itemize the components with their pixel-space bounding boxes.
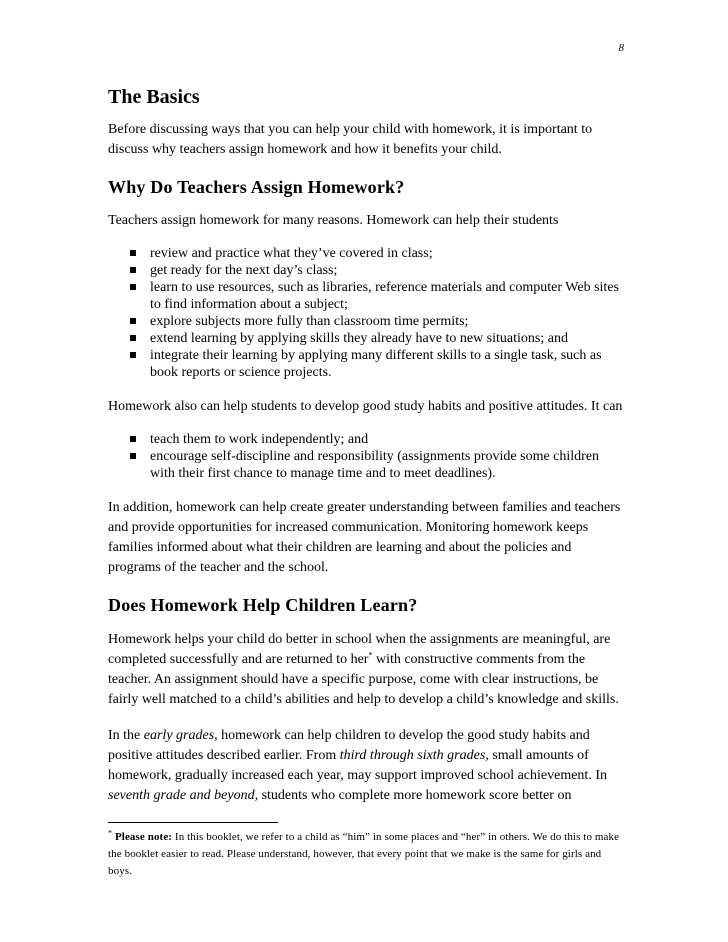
habits-list [108, 431, 624, 482]
emphasis-third-sixth-grades: third through sixth grades, [339, 747, 489, 763]
section-title: The Basics [108, 86, 200, 108]
paragraph-text: with constructive comments from the teacher. An assignment should have a specific purpose, come with clear instructions, be fairly well matched to a child’s abilities and help to develop a child’s knowledge and skills. [108, 651, 619, 707]
footnote-text: In this booklet, we refer to a child as “him” in some places and “her” in others. We do this to make the booklet easier to read. Please understand, however, that every point that we make is the same for girls and boys. [108, 830, 620, 877]
list-item [130, 448, 624, 482]
why-assign-heading: Why Do Teachers Assign Homework? [108, 177, 405, 197]
list-item-text: encourage self-discipline and responsibility (assignments provide some children with their first chance to manage time and to meet deadlines). [150, 449, 600, 482]
list-item-text: extend learning by applying skills they already have to new situations; and [150, 331, 568, 347]
footnote [108, 829, 624, 880]
list-item [130, 313, 624, 330]
square-bullet-icon [130, 318, 136, 324]
square-bullet-icon [130, 250, 136, 256]
footnote-label: Please note: [114, 830, 173, 843]
square-bullet-icon [130, 335, 136, 341]
help-learn-heading: Does Homework Help Children Learn? [108, 595, 418, 616]
list-item-text: get ready for the next day’s class; [150, 263, 338, 279]
grade-levels-paragraph [108, 726, 624, 806]
list-item [130, 347, 624, 381]
paragraph-text: small amounts of homework, gradually increased each year, may support improved school achievement. In [108, 747, 607, 783]
list-item-text: learn to use resources, such as libraries, reference materials and computer Web sites to find information about a subject; [150, 280, 619, 313]
square-bullet-icon [130, 352, 136, 358]
square-bullet-icon [130, 284, 136, 290]
page-number: 8 [618, 42, 624, 54]
emphasis-seventh-grade: seventh grade and beyond, [108, 787, 259, 803]
communication-paragraph: In addition, homework can help create greater understanding between families and teachers and provide opportunities for increased communication. Monitoring homework keeps families informed about what their children are learning and about the policies and programs of the teacher and the school. [108, 500, 621, 576]
why-assign-intro: Teachers assign homework for many reasons. Homework can help their students [108, 213, 559, 229]
list-item [130, 431, 624, 448]
paragraph-text: students who complete more homework score better on [258, 787, 572, 803]
emphasis-early-grades: early grades, [143, 727, 218, 743]
page-content [108, 84, 624, 880]
footnote-marker: * [108, 828, 113, 838]
meaningful-assignments-paragraph [108, 630, 624, 710]
list-item [130, 279, 624, 313]
list-item-text: teach them to work independently; and [150, 432, 369, 448]
paragraph-text: In the [108, 727, 144, 743]
paragraph-text: Homework helps your child do better in school when the assignments are meaningful, are completed successfully and are returned to her [108, 631, 611, 667]
square-bullet-icon [130, 453, 136, 459]
list-item-text: explore subjects more fully than classroom time permits; [150, 314, 469, 330]
list-item-text: review and practice what they’ve covered in class; [150, 246, 433, 262]
footnote-marker: * [368, 650, 373, 660]
list-item [130, 262, 624, 279]
list-item [130, 330, 624, 347]
square-bullet-icon [130, 436, 136, 442]
list-item [130, 245, 624, 262]
reasons-list [108, 245, 624, 381]
habits-intro-paragraph: Homework also can help students to develop good study habits and positive attitudes. It can [108, 399, 623, 415]
footnote-divider [108, 822, 278, 823]
paragraph-text: homework can help children to develop the good study habits and positive attitudes described earlier. From [108, 727, 590, 763]
basics-intro-paragraph: Before discussing ways that you can help your child with homework, it is important to discuss why teachers assign homework and how it benefits your child. [108, 122, 593, 157]
list-item-text: integrate their learning by applying many different skills to a single task, such as book reports or science projects. [150, 348, 602, 381]
square-bullet-icon [130, 267, 136, 273]
